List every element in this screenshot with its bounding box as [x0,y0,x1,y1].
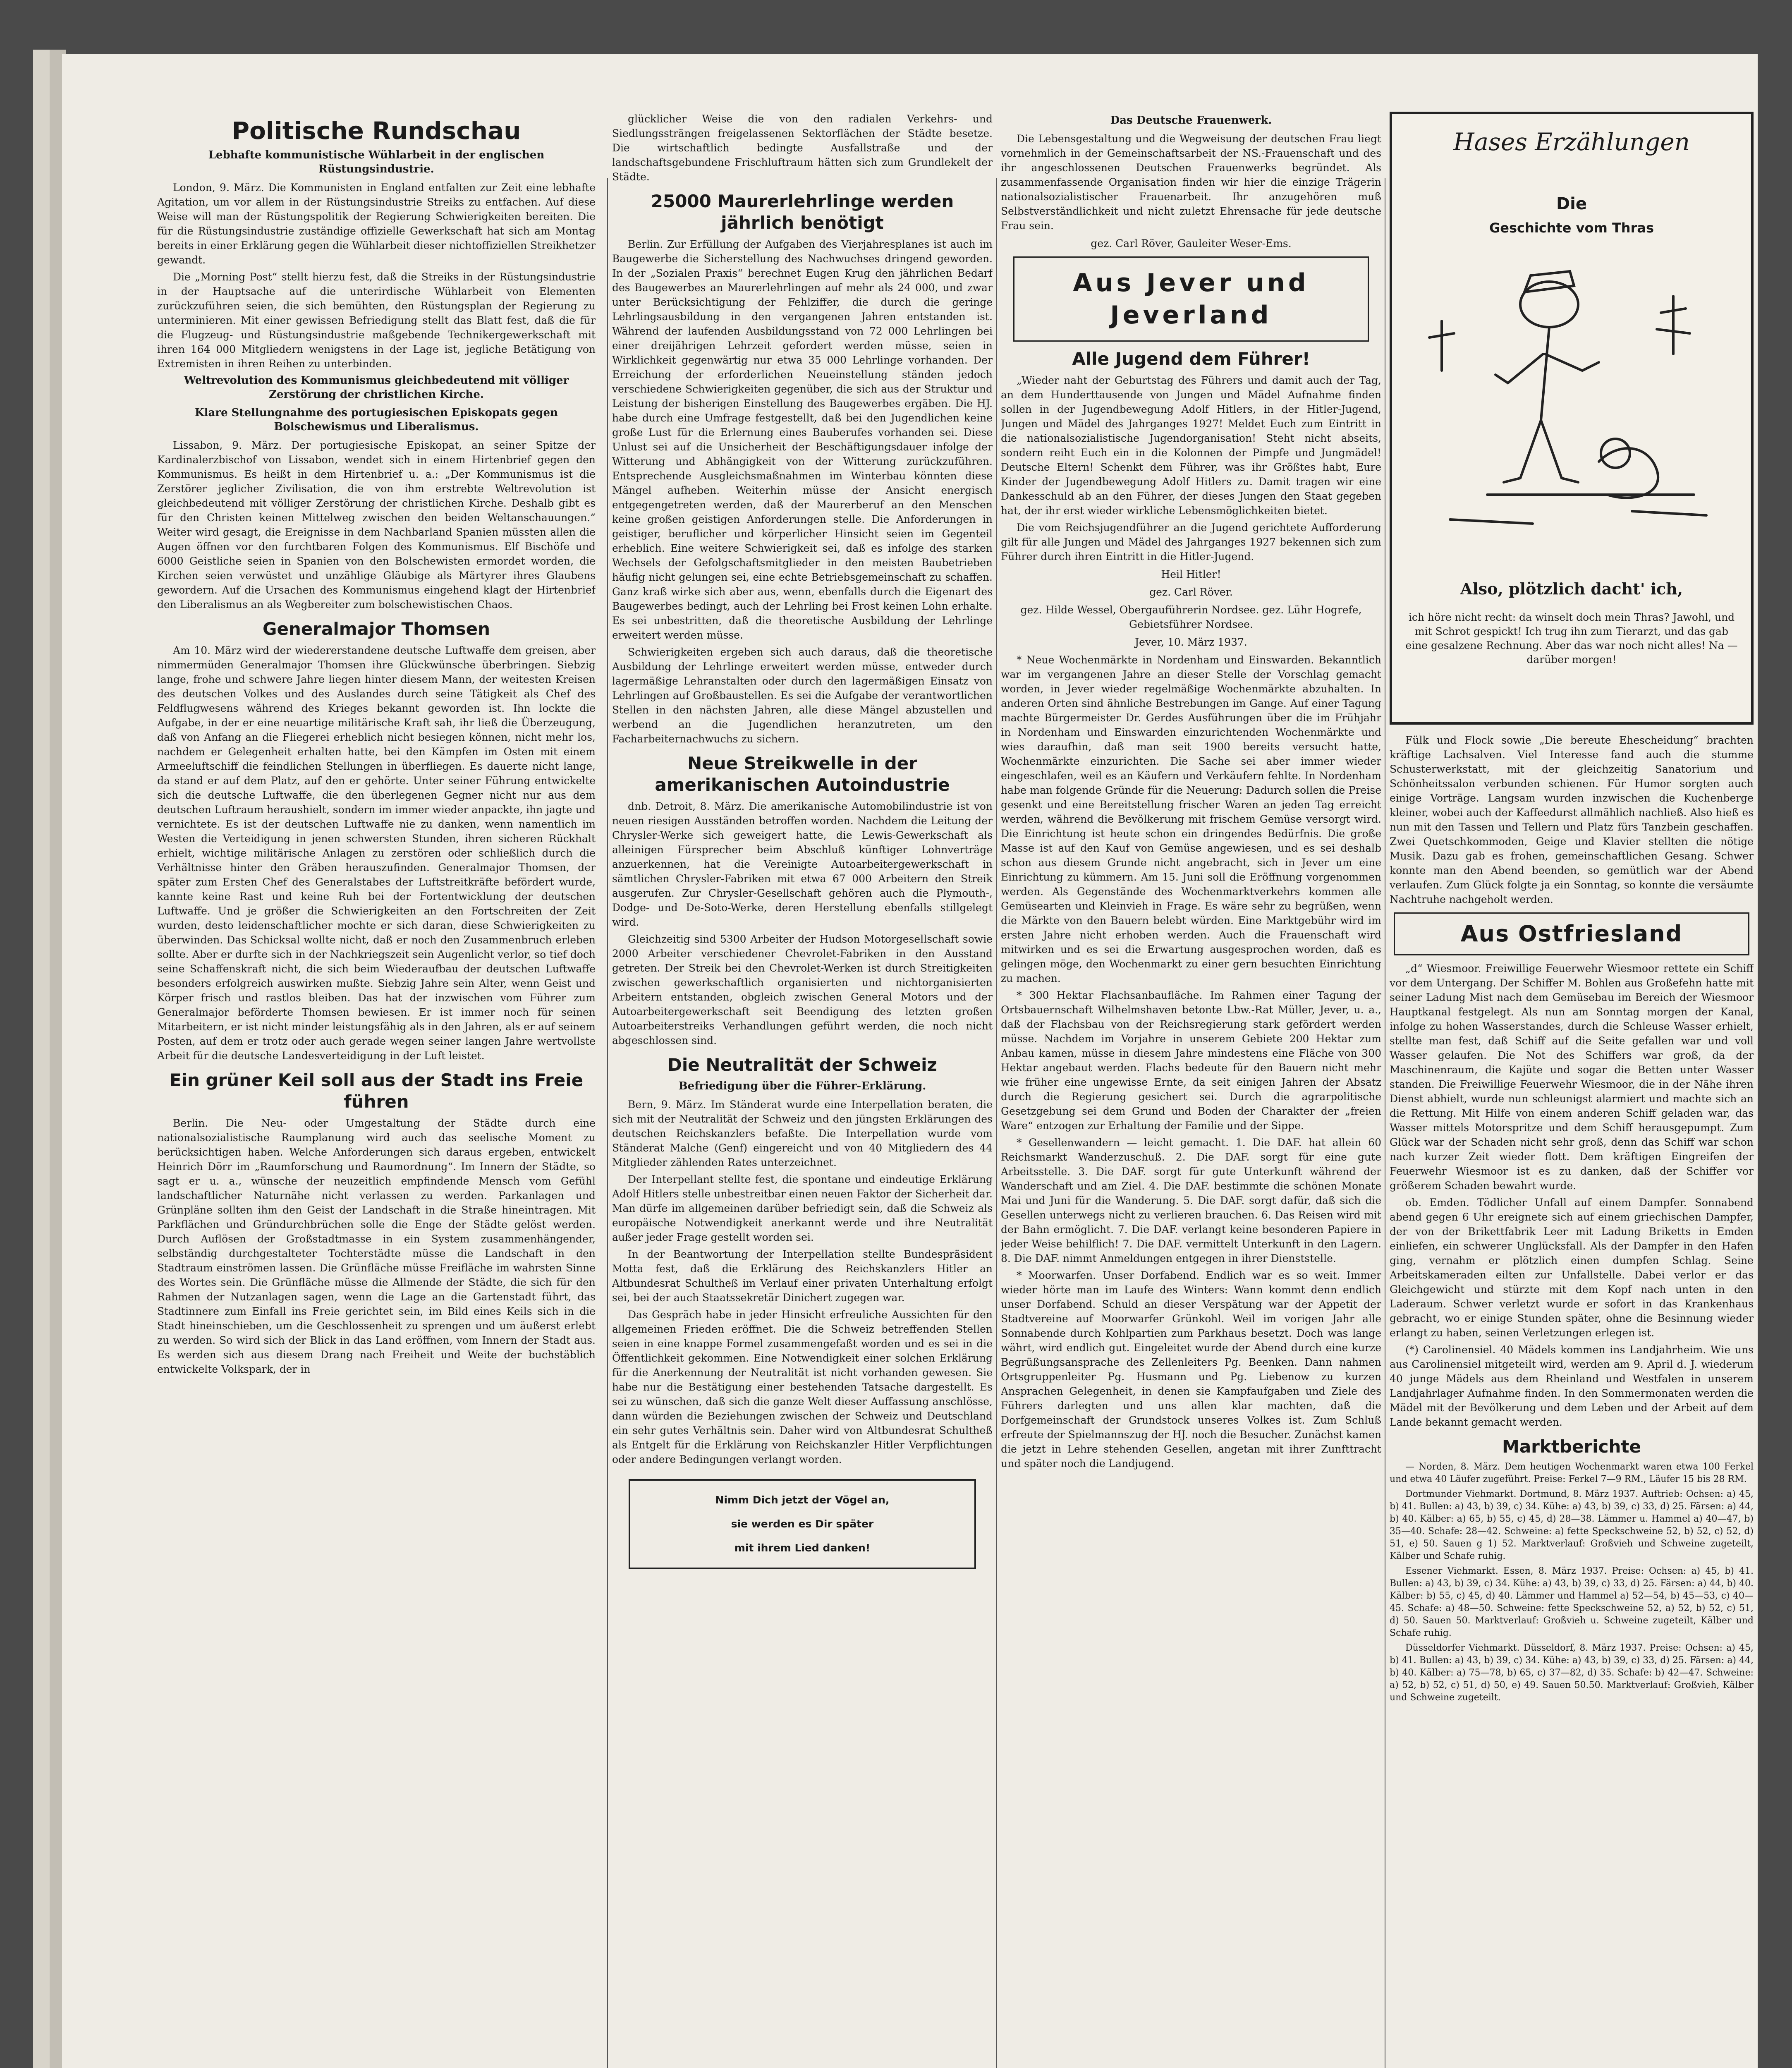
article-paragraph: Gleichzeitig sind 5300 Arbeiter der Hudson Motorgesellschaft sowie 2000 Arbeiter verschiedener Chevrolet-Fabriken in den Ausstand getreten. Der Streik bei den Chevrolet-Werken ist durch Streitigkeiten zwischen gewerkschaftlich organisierten und nichtorganisierten Arbeitern entstanden, obgleich zwischen General Motors und der Autoarbeitergewerkschaft seit Beendigung des letzten großen Autoarbeiterstreiks Verhandlungen geführt werden, die noch nicht abgeschlossen sind. [612,933,993,1046]
column-3 [1001,112,1381,2068]
cartoon-panel [1390,112,1754,725]
section-title-politische-rundschau: Politische Rundschau [232,117,521,145]
section-title-marktberichte: Marktberichte [1502,1436,1641,1457]
article-paragraph: Schwierigkeiten ergeben sich auch daraus, daß die theoretische Ausbildung der Lehrlinge erweitert werden müsse, entweder durch lagermäßige Lehranstalten oder durch den lagermäßigen Einsatz von Lehrlingen auf Großbaustellen. Es sei die Aufgabe der verantwortlichen Stellen in den nächsten Jahren, alle diese Mängel abzustellen und werbend an die Jugendlichen heranzutreten, um den Facharbeiternachwuchs zu sichern. [612,646,993,745]
signature: gez. Hilde Wessel, Obergauführerin Nordsee. gez. Lühr Hogrefe, Gebietsführer Nordsee. [1020,604,1362,630]
article-title-maurerlehrlinge: 25000 Maurerlehrlinge werden jährlich benötigt [651,191,954,233]
column-4 [1390,112,1754,2068]
article-paragraph: „d“ Wiesmoor. Freiwillige Feuerwehr Wiesmoor rettete ein Schiff vor dem Untergang. Der Schiffer M. Bohlen aus Großefehn hatte mit seiner Ladung Mist nach dem Gemüsebau im Bereich der Wiesmoor Hauptkanal festgelegt. Als nun am Sonntag morgen der Kanal, infolge zu hohen Wasserstandes, durch die Schleuse Wasser erhielt, stellte man fest, daß Schiff auf die Seite gefallen war und voll Wasser gelaufen. Die Not des Schiffers war groß, da der Maschinenraum, die Kajüte und sogar die Betten unter Wasser standen. Die Freiwillige Feuerwehr Wiesmoor, die in der Nähe ihren Dienst abhielt, wurde nun schleunigst alarmiert und machte sich an die Rettung. Mit Hilfe von einem anderen Schiff geladen war, das Wasser mittels Motorspritze und dem Schiff herausgepumpt. Zum Glück war der Schaden nicht sehr groß, denn das Schiff war schon nach kurzer Zeit wieder flott. Dem kräftigen Eingreifen der Feuerwehr Wiesmoor ist es zu danken, daß der Schiffer vor größerem Schaden bewahrt wurde. [1390,962,1754,1192]
article-paragraph: In der Beantwortung der Interpellation stellte Bundespräsident Motta fest, daß die Erklärung des Reichskanzlers Hitler an Altbundesrat Schultheß im Verlauf einer privaten Unterhaltung erfolgt sei, bei der auch Staatssekretär Dinichert zugegen war. [612,1248,993,1304]
box-line: mit ihrem Lied danken! [734,1542,871,1554]
section-title-jever: Aus Jever und Jeverland [1013,256,1369,342]
article-paragraph: * 300 Hektar Flachsanbaufläche. Im Rahmen einer Tagung der Ortsbauernschaft Wilhelmshaven betonte Lbw.-Rat Müller, Jever, u. a., daß der Flachsbau von der Reichsregierung stark gefördert werden müsse. Nachdem im Vorjahre in unserem Gebiete 200 Hektar zum Anbau kamen, müsse in diesem Jahre mindestens eine Fläche von 300 Hektar angebaut werden. Flachs bedeute für den Bauern nicht mehr wie früher eine ungewisse Ernte, da seit einigen Jahren der Absatz durch die Regierung gesichert sei. Durch die agrarpolitische Gesetzgebung sei dem Grund und Boden der Charakter der „freien Ware“ entzogen zur Erhaltung der Familie und der Sippe. [1001,989,1381,1132]
article-paragraph: * Moorwarfen. Unser Dorfabend. Endlich war es so weit. Immer wieder hörte man im Laufe des Winters: Wann kommt denn endlich unser Dorfabend. Schuld an dieser Verspätung war der Appetit der Stadtvereine auf Moorwarfer Grünkohl. Weil im vorigen Jahr alle Sonnabende durch Kohlpartien zum Parkhaus besetzt. Doch was lange währt, wird endlich gut. Eingeleitet wurde der Abend durch eine kurze Begrüßungsansprache des Zellenleiters Pg. Beenken. Dann nahmen Ortsgruppenleiter Pg. Husmann und Pg. Liebenow zu kurzen Ansprachen Gelegenheit, in denen sie Kampfaufgaben und Ziele des Führers darlegten und uns allen klar machten, daß die Dorfgemeinschaft der Grundstock unseres Volkes ist. Zum Schluß erfreute der Spielmannszug der HJ. noch die Besucher. Zunächst kamen die jetzt in Lehre stehenden Gesellen, angetan mit ihrer Zunfttracht und später noch die Landjugend. [1001,1269,1381,1470]
article-paragraph: (*) Carolinensiel. 40 Mädels kommen ins Landjahrheim. Wie uns aus Carolinensiel mitgeteilt wird, werden am 9. April d. J. wiederum 40 junge Mädels aus dem Rheinland und Westfalen in unserem Landjahrlager Aufnahme finden. In den Sommermonaten werden die Mädel mit der Bevölkerung und dem Leben und der Arbeit auf dem Lande bekannt gemacht werden. [1390,1344,1754,1428]
dateline: Jever, 10. März 1937. [1135,636,1247,648]
cartoon-illustration [1425,247,1715,569]
article-paragraph: Lissabon, 9. März. Der portugiesische Episkopat, an seiner Spitze der Kardinalerzbischof von Lissabon, wendet sich in einem Hirtenbrief gegen den Kommunismus. Es heißt in dem Hirtenbrief u. a.: „Der Kommunismus ist die Zerstörer jeglicher Zivilisation, die von ihm erstrebte Weltrevolution ist gleichbedeutend mit völliger Zerstörung der christlichen Kirche. Deshalb gibt es für den Christen keinen Mittelweg zwischen den beiden Weltanschauungen.“ Weiter wird gesagt, die Ereignisse in dem Nachbarland Spanien müssten allen die Augen öffnen vor den furchtbaren Folgen des Kommunismus. Elf Bischöfe und 6000 Geistliche seien in Spanien von den Bolschewisten ermordet worden, die Kirchen seien verwüstet und unzählige Gläubige als Märtyrer ihres Glaubens gewordern. Auf die Ursachen des Kommunismus eingehend klagt der Hirtenbrief den Liberalismus an als Wegbereiter zum bolschewistischen Chaos. [157,439,596,610]
cartoon-text: ich höre nicht recht: da winselt doch mein Thras? Jawohl, und mit Schrot gespickt! Ich trug ihn zum Tierarzt, und das gab eine gesalzene Rechnung. Aber das war noch nicht alles! Na — darüber morgen! [1405,611,1738,665]
article-subhead: Lebhafte kommunistische Wühlarbeit in der englischen Rüstungsindustrie. [208,149,545,175]
cartoon-caption: Also, plötzlich dacht' ich, [1460,579,1683,598]
market-report: — Norden, 8. März. Dem heutigen Wochenmarkt waren etwa 100 Ferkel und etwa 40 Läufer zugeführt. Preise: Ferkel 7—9 RM., Läufer 15 bis 28 RM. [1390,1462,1754,1484]
newspaper-page [62,54,1758,2068]
article-title-gruener-keil: Ein grüner Keil soll aus der Stadt ins Freie führen [169,1070,584,1112]
market-report: Dortmunder Viehmarkt. Dortmund, 8. März 1937. Auftrieb: Ochsen: a) 45, b) 41. Bullen: a) 43, b) 39, c) 34. Kühe: a) 43, b) 39, c) 33, d) 25. Färsen: a) 44, b) 40. Kälber: a) 65, b) 55, c) 45, d) 28—38. Lämmer u. Hammel a) 40—47, b) 35—40. Schafe: 28—42. Schweine: a) fette Speckschweine 52, b) 52, c) 52, d) 51, e) 50. Sauen g 1) 52. Marktverlauf: Großvieh und Schweine zugeteilt, Kälber und Schafe ruhig. [1390,1489,1754,1561]
article-paragraph: glücklicher Weise die von den radialen Verkehrs- und Siedlungssträngen freigelassenen Sektorflächen der Städte besetze. Die wirtschaftlich bedingte Ausfallstraße und der landschaftsgebundene Frischluftraum hätten sich zum Grundlekelt der Städte. [612,113,993,183]
market-report: Düsseldorfer Viehmarkt. Düsseldorf, 8. März 1937. Preise: Ochsen: a) 45, b) 41. Bullen: a) 43, b) 39, c) 34. Kühe: a) 43, b) 39, c) 33, d) 25. Färsen: a) 44, b) 40. Kälber: a) 75—78, b) 65, c) 37—82, d) 35. Schafe: b) 42—47. Schweine: a) 52, b) 52, c) 51, d) 50, e) 49. Sauen 50.50. Marktverlauf: Großvieh, Kälber und Schweine zugeteilt. [1390,1643,1754,1703]
article-headline: Weltrevolution des Kommunismus gleichbedeutend mit völliger Zerstörung der christlichen Kirche. [184,374,569,401]
article-paragraph: Die vom Reichsjugendführer an die Jugend gerichtete Aufforderung gilt für alle Jungen und Mädel des Jahrganges 1927 bekennen sich zum Führer durch ihren Eintritt in die Hitler-Jugend. [1001,522,1381,562]
article-paragraph: London, 9. März. Die Kommunisten in England entfalten zur Zeit eine lebhafte Agitation, um vor allem in der Rüstungsindustrie Streiks zu entfachen. Auf diese Weise will man der Rüstungspolitik der Regierung Schwierigkeiten bereiten. Die für die Rüstungsindustrie zuständige offizielle Gewerkschaft hat sich am Montag bereits in einer Erklärung gegen die Wühlarbeit dieser nichtoffiziellen Streikhetzer gewandt. [157,182,596,266]
market-report: Essener Viehmarkt. Essen, 8. März 1937. Preise: Ochsen: a) 45, b) 41. Bullen: a) 43, b) 39, c) 34. Kühe: a) 43, b) 39, c) 33, d) 25. Färsen: a) 44, b) 40. Kälber: b) 55, c) 45, d) 40. Lämmer und Hammel a) 52—54, b) 45—53, c) 40—45. Schafe: a) 48—50. Schweine: fette Speckschweine 52, a) 52, b) 52, c) 51, d) 50. Sauen 50. Marktverlauf: Großvieh u. Schweine zugeteilt, Kälber und Schafe ruhig. [1390,1566,1754,1638]
article-paragraph: Bern, 9. März. Im Ständerat wurde eine Interpellation beraten, die sich mit der Neutralität der Schweiz und den jüngsten Erklärungen des deutschen Reichskanzlers befaßte. Die Interpellation wurde vom Ständerat Malche (Genf) eingereicht und von 40 Mitgliedern des 44 Mitglieder zählenden Rates unterzeichnet. [612,1099,993,1168]
section-title-ostfriesland: Aus Ostfriesland [1394,912,1749,955]
article-title-streikwelle: Neue Streikwelle in der amerikanischen Autoindustrie [655,753,950,795]
cartoon-subtitle: Die [1556,194,1587,213]
bird-appeal-box [629,1479,976,1569]
column-2 [612,112,993,2068]
column-rule [996,178,997,2068]
article-subhead: Befriedigung über die Führer-Erklärung. [678,1080,926,1092]
article-paragraph: Berlin. Die Neu- oder Umgestaltung der Städte durch eine nationalsozialistische Raumplanung wird auch das seelische Moment zu berücksichtigen haben. Welche Anforderungen sich daraus ergeben, entwickelt Heinrich Dörr im „Raumforschung und Raumordnung“. Im Innern der Städte, so sagt er u. a., wünsche der neuzeitlich empfindende Mensch vom Gefühl landschaftlicher Naturnähe nicht verlassen zu werden. Parkanlagen und Grünpläne sollten ihm den Geist der Landschaft in die Straße hineintragen. Mit Parkflächen und Gründurchbrüchen solle die Enge der Städte gelöst werden. Durch Auflösen der Großstadtmasse in ein System zusammenhängender, selbständig durchgestalteter Tochterstädte müsse die Landschaft in den Stadtraum einströmen lassen. Die Grünfläche müsse Freifläche im wahrsten Sinne des Wortes sein. Die Grünfläche müsse die Allmende der Städte, die sich für den Rahmen der Nutzanlagen sagen, wenn die Lage an die Gartenstadt führt, das Stadtinnere zum Einfall ins Freie gerichtet sein, im Bild eines Keils sich in die Stadt hineinschieben, um die Geschlossenheit zu sprengen und um äußerst erlebt zu werden. So wird sich der Blick in das Land eröffnen, vom Innern der Stadt aus. Es werden sich aus diesem Drang nach Freiheit und Weite der buchstäblich entwickelte Volkspark, der in [157,1117,596,1375]
article-paragraph: Der Interpellant stellte fest, die spontane und eindeutige Erklärung Adolf Hitlers stelle unbestreitbar einen neuen Faktor der Sicherheit dar. Man dürfe im allgemeinen darüber befriedigt sein, daß die Schweiz als europäische Notwendigkeit anerkannt werde und ihre Neutralität außer jeder Frage gestellt worden sei. [612,1173,993,1243]
column-rule [607,178,608,2068]
article-title-jugend: Alle Jugend dem Führer! [1072,349,1310,369]
article-paragraph: Berlin. Zur Erfüllung der Aufgaben des Vierjahresplanes ist auch im Baugewerbe die Sicherstellung des Nachwuchses dringend geworden. In der „Sozialen Praxis“ berechnet Eugen Krug den jährlichen Bedarf des Baugewerbes an Maurerlehrlingen auf mehr als 24 000, und zwar unter Berücksichtigung der Fehlziffer, die durch die geringe Lehrlingsausbildung in den vergangenen Jahren entstanden ist. Während der laufenden Ausbildungsstand von 72 000 Lehrlingen bei einer dreijährigen Lehrzeit gefordert werden müsse, seien in Wirklichkeit gegenwärtig nur etwa 35 000 Lehrlinge vorhanden. Der Erreichung der erforderlichen Neueinstellung ständen jedoch verschiedene Schwierigkeiten gegenüber, die sich aus der Struktur und Leistung der bisherigen Einstellung des Baugewerbes ergäben. Die HJ. habe durch eine Umfrage festgestellt, daß bei den Jugendlichen keine große Lust für die Erlernung eines Bauberufes vorhanden sei. Diese Unlust sei auf die Unsicherheit der Beschäftigungsdauer infolge der Witterung und Abhängigkeit von der Witterung zurückzuführen. Entsprechende Ausgleichsmaßnahmen im Winterbau könnten diese Mängel aufheben. Weiterhin müsse der Ansicht energisch entgegengetreten werden, daß der Maurerberuf an den Menschen keine großen geistigen Anforderungen stelle. Die Anforderungen in geistiger, beruflicher und körperlicher Hinsicht seien im Gegenteil erheblich. Eine weitere Schwierigkeit sei, daß es infolge des starken Wechsels der Gefolgschaftsmitglieder in den meisten Baubetrieben häufig nicht gelungen sei, eine echte Betriebsgemeinschaft zu schaffen. Ganz kraß wirke sich aber aus, wenn, ebenfalls durch die Eigenart des Baugewerbes bedingt, auch der Lehrling bei Frost keinen Lohn erhalte. Es sei unbestritten, daß die theoretische Ausbildung der Lehrlinge erweitert werden müsse. [612,238,993,641]
article-paragraph: dnb. Detroit, 8. März. Die amerikanische Automobilindustrie ist von neuen riesigen Ausständen betroffen worden. Nachdem die Leitung der Chrysler-Werke sich geweigert hatte, die Lewis-Gewerkschaft als alleinigen Fürsprecher beim Abschluß künftiger Lohnverträge anzuerkennen, hat die Vereinigte Autoarbeitergewerkschaft in sämtlichen Chrysler-Fabriken mit etwa 67 000 Arbeitern den Streik ausgerufen. Zur Chrysler-Gesellschaft gehören auch die Plymouth-, Dodge- und De-Soto-Werke, deren Herstellung ebenfalls stillgelegt wird. [612,800,993,928]
signature: gez. Carl Röver. [1149,586,1233,598]
article-title-generalmajor-thomsen: Generalmajor Thomsen [262,619,490,639]
cartoon-subtitle: Geschichte vom Thras [1489,220,1654,236]
article-paragraph: Am 10. März wird der wiedererstandene deutsche Luftwaffe dem greisen, aber nimmermüden Generalmajor Thomsen ihre Glückwünsche überbringen. Siebzig lange, frohe und schwere Jahre liegen hinter diesem Mann, der weitesten Kreisen des deutschen Volkes und des Auslandes durch seine Tätigkeit als Chef des Feldflugwesens während des Krieges bekannt geworden ist. Ihn lockte die Aufgabe, in der er eine neuartige militärische Kraft sah, ihr ließ die Überzeugung, daß von Anfang an die Fliegerei erheblich nicht besiegen können, nicht mehr los, nachdem er Gelegenheit erhalten hatte, bei den Kämpfen im Osten mit einem Armeeluftschiff die feindlichen Stellungen in überfliegen. Es dauerte nicht lange, da stand er auf dem Platz, auf den er gehörte. Unter seiner Führung entwickelte sich die deutsche Luftwaffe, die den überlegenen Gegner nicht nur aus dem deutschen Luftraum heraushielt, sondern im immer wieder anpackte, ihn jagte und vernichtete. Es ist der deutschen Luftwaffe nie zu danken, wenn namentlich im Westen die Verteidigung in jenen schwersten Stunden, ihren sicheren Rückhalt erhielt, wichtige militärische Anlagen zu zerstören oder schließlich durch die Verhältnisse hinter den Gräben herauszufinden. Generalmajor Thomsen, der später zum Ersten Chef des Generalstabes der Luftstreitkräfte befördert wurde, kannte keine Rast und keine Ruh bei der Fortentwicklung der deutschen Luftwaffe. Und je größer die Schwierigkeiten an den Fortschreiten der Zeit wurden, desto leidenschaftlicher mochte er sich daran, diese Schwierigkeiten zu überwinden. Das Schicksal wollte nicht, daß er noch den Zusammenbruch erleben sollte. Aber er durfte sich in der Nachkriegszeit sein Augenlicht verlor, so tief doch seine Schaffenskraft nicht, die sich beim Wiederaufbau der deutschen Luftwaffe besonders erfolgreich auswirken mußte. Siebzig Jahre sein Alter, wenn Geist und Körper frisch und rastlos bleiben. Das hat der inzwischen vom Führer zum Generalmajor beförderte Thomsen bewiesen. Er ist immer noch für seinen Mitarbeitern, er ist nicht minder leistungsfähig als in den Jahren, als er auf seinem Posten, auf dem er trotz oder auch gerade wegen seiner langen Jahre wertvollste Arbeit für die deutsche Landesverteidigung in der Luft leistet. [157,644,596,1062]
article-title-neutralitaet-schweiz: Die Neutralität der Schweiz [667,1055,937,1075]
article-paragraph: Das Gespräch habe in jeder Hinsicht erfreuliche Aussichten für den allgemeinen Frieden eröffnet. Die die Schweiz betreffenden Stellen seien in eine knappe Formel zusammengefaßt worden und es sei in die Öffentlichkeit gekommen. Eine Notwendigkeit einer solchen Erklärung für die Anerkennung der Neutralität ist nicht vorhanden gewesen. Sie habe nur die Bestätigung einer bestehenden Tatsache dargestellt. Es sei zu wünschen, daß sich die ganze Welt dieser Auffassung anschlösse, dann würden die Beziehungen zwischen der Schweiz und Deutschland ein sehr gutes Verhältnis sein. Daher wird von Altbundesrat Schultheß als Entgelt für die Erklärung von Reichskanzler Hitler Verpflichtungen oder andere Bedingungen verlangt worden. [612,1309,993,1465]
signature: gez. Carl Röver, Gauleiter Weser-Ems. [1091,237,1292,249]
article-paragraph: „Wieder naht der Geburtstag des Führers und damit auch der Tag, an dem Hunderttausende von Jungen und Mädel Aufnahme finden sollen in der Jugendbewegung Adolf Hitlers, in der Hitler-Jugend, Jungen und Mädel des Jahrganges 1927! Meldet Euch zum Eintritt in die nationalsozialistische Jugendorganisation! Steht nicht abseits, sondern reiht Euch ein in die Kolonnen der Pimpfe und Jungmädel! Deutsche Eltern! Schenkt dem Führer, was ihr Größtes habt, Eure Kinder der Jugendbewegung Adolf Hitlers zu. Damit tragen wir eine Dankesschuld ab an den Führer, der dieses Jungen den Staat gegeben hat, der ihr erst wieder wirkliche Lebensmöglichkeiten bietet. [1001,374,1381,517]
box-line: Nimm Dich jetzt der Vögel an, [715,1494,890,1506]
signature: Heil Hitler! [1161,568,1221,580]
article-paragraph: Fülk und Flock sowie „Die bereute Ehescheidung“ brachten kräftige Lachsalven. Viel Interesse fand auch die stumme Schusterwerkstatt, mit der gleichzeitig Sanatorium und Schönheitssalon verbunden schienen. Für Humor sorgten auch einige Vorträge. Langsam wurden inzwischen die Kuchenberge kleiner, wobei auch der Kaffeedurst allmählich nachließ. Also hieß es nun mit den Tassen und Tellern und Platz fürs Tanzbein geschaffen. Zwei Quetschkommoden, Geige und Klavier stellten die nötige Musik. Dazu gab es frohen, gemeinschaftlichen Gesang. Schwer konnte man den Abend beenden, so gemütlich war der Abend verlaufen. Zum Glück folgte ja ein Sonntag, so konnte die versäumte Nachtruhe nachgeholt werden. [1390,734,1754,905]
article-paragraph: Die „Morning Post“ stellt hierzu fest, daß die Streiks in der Rüstungsindustrie in der Hauptsache auf die unterirdische Wühlarbeit von Elementen zurückzuführen seien, die sich bemühten, den Rüstungsplan der Regierung zu unterminieren. Mit einer gewissen Befriedigung stellt das Blatt fest, daß die für die Flugzeug- und Rüstungsindustrie maßgebende Technikergewerkschaft mit ihren 164 000 Mitgliedern wenigstens in der Lage ist, jegliche Betätigung von Extremisten in ihren Reihen zu unterbinden. [157,271,596,370]
article-paragraph: ob. Emden. Tödlicher Unfall auf einem Dampfer. Sonnabend abend gegen 6 Uhr ereignete sich auf einem griechischen Dampfer, der von der Brikettfabrik Leer mit Ladung Briketts in Emden einliefen, ein schwerer Unglücksfall. Als der Dampfer in den Hafen ging, vernahm er plötzlich einen dumpfen Schlag. Seine Arbeitskameraden eilten zur Unfallstelle. Dabei verlor er das Gleichgewicht und stürzte mit dem Kopf nach unten in den Laderaum. Schwer verletzt wurde er sofort in das Krankenhaus gebracht, wo er einige Stunden später, ohne die Besinnung wieder erlangt zu haben, seinen Verletzungen erlegen ist. [1390,1197,1754,1339]
column-1 [157,112,596,2068]
article-subhead: Klare Stellungnahme des portugiesischen Episkopats gegen Bolschewismus und Liberalismus. [195,407,558,433]
article-title-frauenwerk: Das Deutsche Frauenwerk. [1110,114,1272,127]
cartoon-title: Hases Erzählungen [1453,128,1690,156]
article-paragraph: Die Lebensgestaltung und die Wegweisung der deutschen Frau liegt vornehmlich in der Gemeinschaftsarbeit der NS.-Frauenschaft und des ihr angeschlossenen Deutschen Frauenwerks begründet. Als zusammenfassende Organisation finden wir hier die einzige Trägerin nationalsozialistischer Frauenarbeit. Ihr anzugehören muß Selbstverständlichkeit und nicht zuletzt Ehrensache für jede deutsche Frau sein. [1001,133,1381,232]
box-line: sie werden es Dir später [731,1518,874,1530]
article-paragraph: * Neue Wochenmärkte in Nordenham und Einswarden. Bekanntlich war im vergangenen Jahre an dieser Stelle der Vorschlag gemacht worden, in Jever wieder regelmäßige Wochenmärkte abzuhalten. In anderen Orten sind ähnliche Bestrebungen im Gange. Auf einer Tagung machte Bürgermeister Dr. Gerdes Ausführungen über die im Frühjahr in Nordenham und Einswarden einzurichtenden Wochenmärkte und wies daraufhin, daß man seit 1900 bereits versucht hatte, Wochenmärkte einzurichten. Die Sache sei aber immer wieder eingeschlafen, weil es an Käufern und Verkäufern fehlte. In Nordenham habe man folgende Gründe für die Neuerung: Dadurch sollen die Preise gesenkt und eine Bereitstellung frischer Waren an jeden Tag erreicht werden, während die Bevölkerung mit frischem Gemüse versorgt wird. Die Einrichtung ist heute schon ein dringendes Bedürfnis. Die große Masse ist auf den Kauf von Gemüse angewiesen, und es sei deshalb schon aus diesem Grunde nicht angebracht, sich in Jever um eine Einrichtung zu kümmern. Am 15. Juni soll die Eröffnung vorgenommen werden. Als Gegenstände des Wochenmarktverkehrs kommen alle Gemüsearten und Kleinvieh in Frage. Es wäre sehr zu begrüßen, wenn die Märkte von den Bauern belebt würden. Eine Marktgebühr wird im ersten Jahre nicht erhoben werden. Auch die Frauenschaft wird mitwirken und es sei die Erwartung ausgesprochen worden, daß es gelingen möge, den Wochenmarkt zu einer gern besuchten Einrichtung zu machen. [1001,654,1381,984]
article-paragraph: * Gesellenwandern — leicht gemacht. 1. Die DAF. hat allein 60 Reichsmarkt Wanderzuschuß. 2. Die DAF. sorgt für eine gute Arbeitsstelle. 3. Die DAF. sorgt für gute Unterkunft während der Wanderschaft und am Ziel. 4. Die DAF. bestimmte die schönen Monate Mai und Juni für die Wanderung. 5. Die DAF. sorgt dafür, daß sich die Gesellen unterwegs nicht zu verlieren brauchen. 6. Das Reisen wird mit der Bahn ermöglicht. 7. Die DAF. verlangt keine besonderen Papiere in jeder Weise behilflich! 7. Die DAF. vermittelt Unterkunft in den Lagern. 8. Die DAF. nimmt Anmeldungen entgegen in ihrer Dienststelle. [1001,1137,1381,1264]
